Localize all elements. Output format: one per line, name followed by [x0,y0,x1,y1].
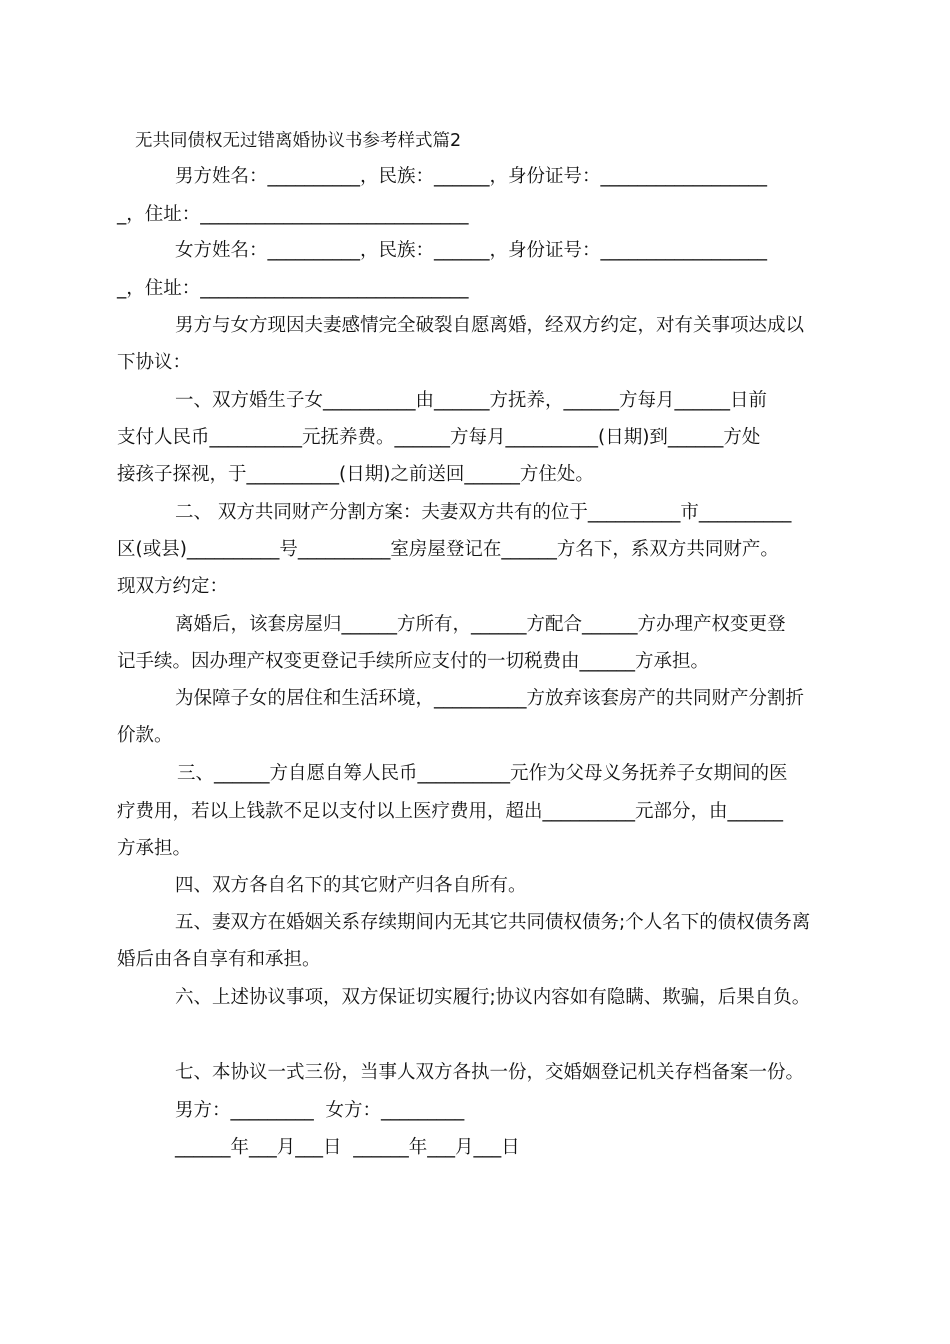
clause-five-line: 五、妻双方在婚姻关系存续期间内无其它共同债权债务;个人名下的债权债务离 [175,912,811,933]
clause-three-line: 方承担。 [117,838,192,859]
date-line: ______年___月___日 ______年___月___日 [175,1137,520,1158]
clause-two-line: 区(或县)__________号__________室房屋登记在______方名下，系双方共同财产。 [117,539,779,560]
female-info-line: 女方姓名：__________，民族：______，身份证号：__________________ [175,240,768,261]
clause-two-line: 现双方约定： [117,576,229,597]
intro-paragraph-line: 男方与女方现因夫妻感情完全破裂自愿离婚，经双方约定，对有关事项达成以 [175,315,805,336]
house-paragraph-line: 记手续。因办理产权变更登记手续所应支付的一切税费由______方承担。 [117,651,710,672]
male-info-line: 男方姓名：__________，民族：______，身份证号：__________________ [175,166,768,187]
children-paragraph-line: 价款。 [117,725,173,746]
signature-line: 男方：_________ 女方：_________ [175,1100,465,1121]
children-paragraph-line: 为保障子女的居住和生活环境，__________方放弃该套房产的共同财产分割折 [175,688,805,709]
clause-one-line: 支付人民币__________元抚养费。______方每月__________(日期)到______方处 [117,427,761,448]
clause-three-line: 三、______方自愿自筹人民币__________元作为父母义务抚养子女期间的医 [177,763,788,784]
clause-five-line: 婚后由各自享有和承担。 [117,949,321,970]
clause-one-line: 一、双方婚生子女__________由______方抚养，______方每月______日前 [175,390,768,411]
clause-two-line: 二、 双方共同财产分割方案：夫妻双方共有的位于__________市__________ [175,502,792,523]
clause-three-line: 疗费用，若以上钱款不足以支付以上医疗费用，超出__________元部分，由______ [117,801,784,822]
female-address-line: _，住址：_____________________________ [117,278,469,299]
intro-paragraph-line: 下协议： [117,352,192,373]
clause-one-line: 接孩子探视，于__________(日期)之前送回______方住处。 [117,464,594,485]
house-paragraph-line: 离婚后，该套房屋归______方所有，______方配合______方办理产权变更登 [175,614,786,635]
document-title: 无共同债权无过错离婚协议书参考样式篇2 [135,131,462,151]
male-address-line: _，住址：_____________________________ [117,204,469,225]
clause-seven-line: 七、本协议一式三份，当事人双方各执一份，交婚姻登记机关存档备案一份。 [175,1062,805,1083]
clause-six-line: 六、上述协议事项，双方保证切实履行;协议内容如有隐瞒、欺骗，后果自负。 [175,987,811,1008]
clause-four-line: 四、双方各自名下的其它财产归各自所有。 [175,875,527,896]
